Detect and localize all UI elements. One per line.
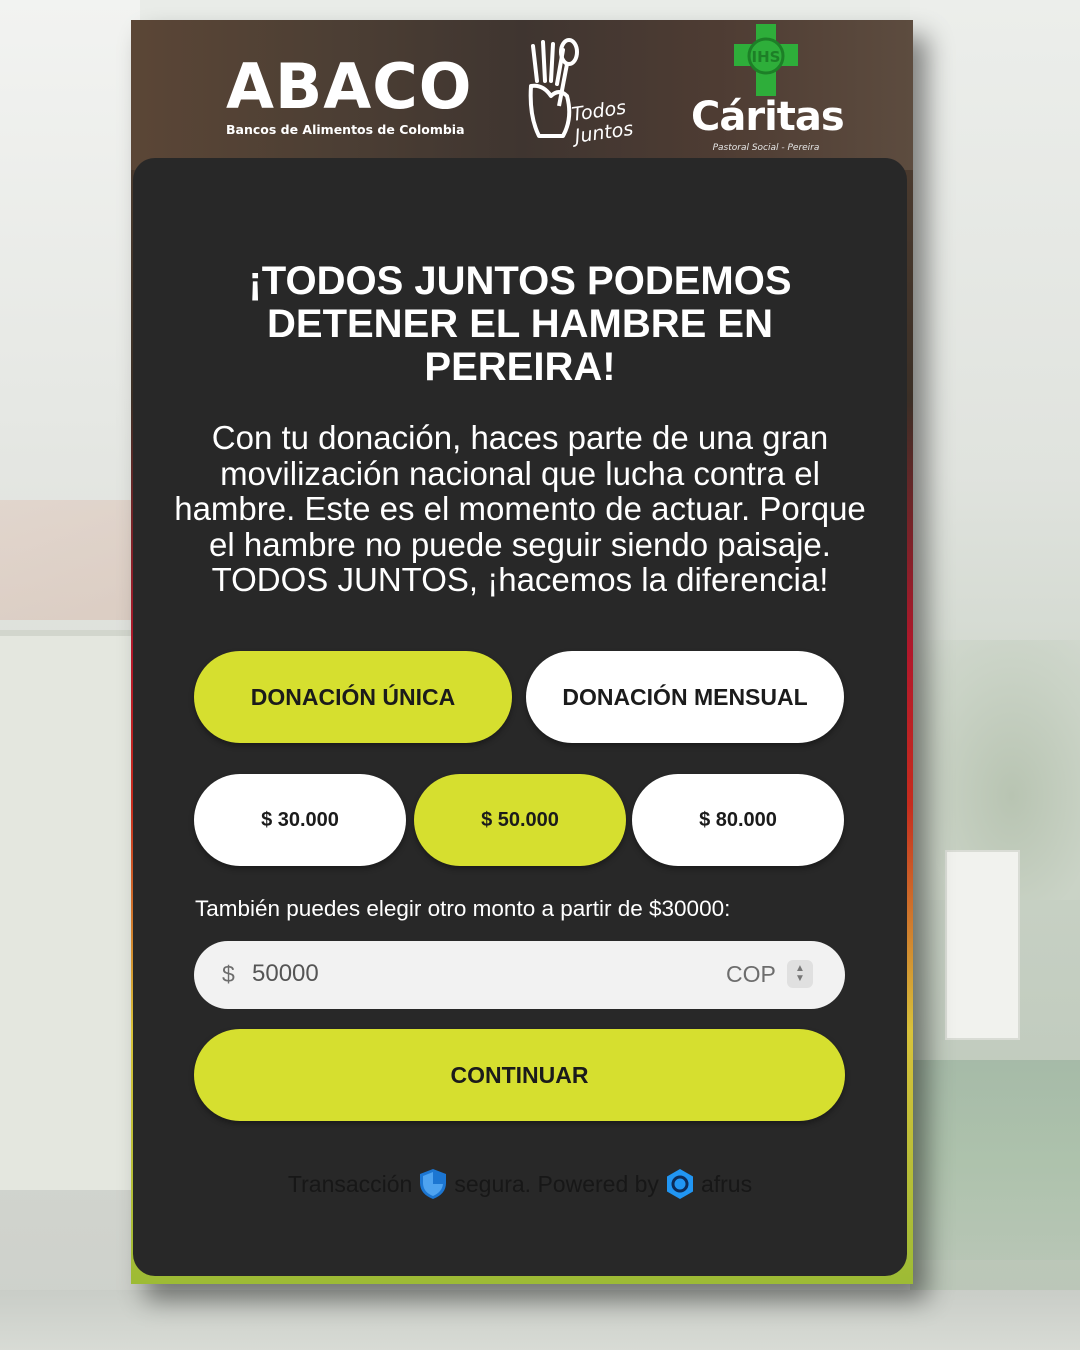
background-crowd [910, 1060, 1080, 1260]
background-banner [945, 850, 1020, 1040]
amount-option-30000[interactable]: $ 30.000 [194, 774, 406, 866]
logo-header [131, 20, 913, 170]
background-roof [0, 500, 140, 620]
afrus-logo-icon [665, 1168, 695, 1200]
custom-amount-field[interactable] [194, 941, 845, 1009]
custom-amount-label: También puedes elegir otro monto a partir de $30000: [195, 896, 731, 921]
caritas-subtitle: Pastoral Social - Pereira [712, 143, 820, 153]
footer-powered-text: segura. Powered by [454, 1170, 659, 1197]
shield-icon [418, 1168, 448, 1200]
footer-brand[interactable]: afrus [700, 1170, 753, 1197]
custom-amount-input[interactable] [252, 960, 692, 988]
currency-code: COP [726, 961, 776, 987]
abaco-logo [226, 50, 486, 154]
donation-widget [131, 20, 913, 1284]
abaco-logo-text: ABACO [226, 50, 473, 123]
continue-button[interactable]: CONTINUAR [194, 1029, 845, 1121]
abaco-subtitle: Bancos de Alimentos de Colombia [226, 122, 465, 137]
donation-card [133, 158, 907, 1276]
todos-juntos-logo [523, 36, 658, 161]
caritas-logo [691, 22, 844, 162]
currency-symbol: $ [222, 961, 235, 987]
stepper-down-icon[interactable]: ▼ [795, 973, 805, 984]
amount-option-80000[interactable]: $ 80.000 [632, 774, 844, 866]
campaign-headline: ¡TODOS JUNTOS PODEMOS DETENER EL HAMBRE EN PEREIRA! [248, 259, 792, 389]
stepper-up-icon[interactable]: ▲ [795, 963, 805, 974]
background-floor [0, 1290, 1080, 1350]
amount-option-50000[interactable]: $ 50.000 [414, 774, 626, 866]
svg-text:IHS: IHS [751, 48, 781, 66]
campaign-description: Con tu donación, haces parte de una gran movilización nacional que lucha contra el hambre. Este es el momento de actuar. Porque el hambre no puede seguir siendo paisaje. TODOS JUNTOS, ¡hacemos la diferencia! [174, 419, 866, 598]
monthly-donation-button[interactable]: DONACIÓN MENSUAL [526, 651, 844, 743]
one-time-donation-button[interactable]: DONACIÓN ÚNICA [194, 651, 512, 743]
number-stepper-icon[interactable] [787, 960, 813, 988]
todos-juntos-logo-text: Todos Juntos [570, 96, 635, 148]
background-truck [0, 630, 140, 1190]
caritas-logo-text: Cáritas [691, 94, 844, 140]
caritas-emblem-icon [726, 22, 806, 98]
footer-transaction-text: Transacción [287, 1170, 413, 1197]
secure-transaction-footer [133, 1168, 907, 1200]
